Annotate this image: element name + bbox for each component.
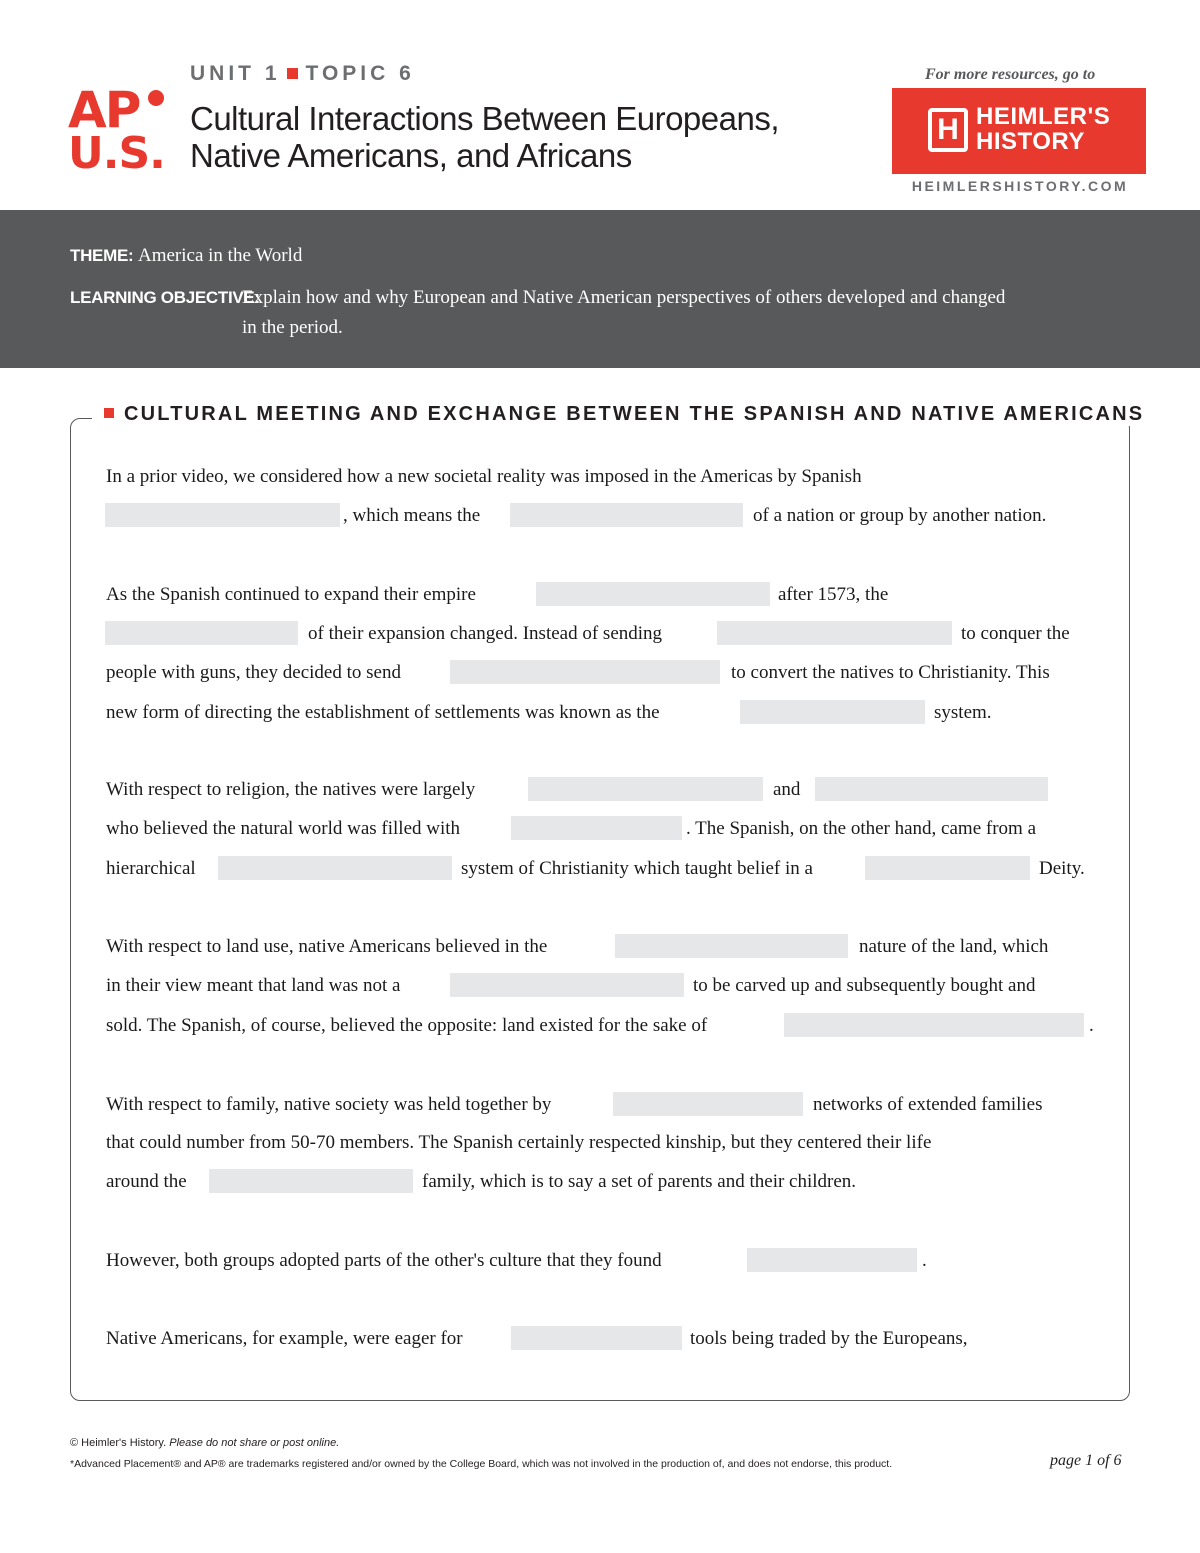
p4-text-1a: With respect to land use, native Americans believed in the [106, 936, 548, 957]
brand-line-2: HISTORY [976, 128, 1085, 155]
p4-text-1b: nature of the land, which [859, 936, 1049, 957]
blank-2[interactable] [510, 503, 743, 527]
blank-14[interactable] [450, 973, 684, 997]
unit-label: UNIT 1 [190, 62, 281, 85]
theme-value: America in the World [138, 245, 303, 266]
p1-text-2b: of a nation or group by another nation. [753, 505, 1047, 526]
blank-1[interactable] [105, 503, 340, 527]
site-link[interactable]: HEIMLERSHISTORY.COM [911, 178, 1129, 194]
blank-6[interactable] [450, 660, 720, 684]
section-heading [92, 403, 1158, 426]
page-title [190, 100, 850, 174]
p2-text-1a: As the Spanish continued to expand their empire [106, 584, 476, 605]
p4-text-3a: sold. The Spanish, of course, believed the opposite: land existed for the sake of [106, 1015, 708, 1036]
p5-text-1a: With respect to family, native society was held together by [106, 1094, 552, 1115]
p2-text-4b: system. [934, 702, 992, 723]
p3-text-1a: With respect to religion, the natives were largely [106, 779, 476, 800]
p2-text-2b: to conquer the [961, 623, 1070, 644]
square-bullet-icon [104, 408, 114, 418]
logo-ap-text: AP [68, 81, 140, 139]
logo-us-text: U.S. [68, 128, 165, 179]
heimler-h-icon: H [928, 108, 968, 152]
p2-text-2a: of their expansion changed. Instead of sending [308, 623, 663, 644]
blank-10[interactable] [511, 816, 682, 840]
blank-17[interactable] [209, 1169, 413, 1193]
blank-4[interactable] [105, 621, 298, 645]
p2-text-3b: to convert the natives to Christianity. This [731, 662, 1050, 683]
blank-7[interactable] [740, 700, 925, 724]
brand-line-1: HEIMLER'S [976, 103, 1111, 130]
objective-value [242, 283, 1142, 343]
p4-text-2a: in their view meant that land was not a [106, 975, 401, 996]
footer-copyright [70, 1437, 339, 1449]
blank-9[interactable] [815, 777, 1048, 801]
footer-trademark: *Advanced Placement® and AP® are trademarks registered and/or owned by the College Board, which was not involved in the production of, and does not endorse, this product. [70, 1458, 893, 1470]
p5-text-3a: around the [106, 1171, 187, 1192]
p2-text-4a: new form of directing the establishment of settlements was known as the [106, 702, 660, 723]
blank-12[interactable] [865, 856, 1030, 880]
title-line-2: Native Americans, and Africans [190, 137, 632, 174]
square-bullet-icon [287, 68, 298, 79]
page-number: page 1 of 6 [1050, 1452, 1122, 1469]
blank-3[interactable] [536, 582, 770, 606]
p3-text-1b: and [773, 779, 801, 800]
p5-text-2: that could number from 50-70 members. The Spanish certainly respected kinship, but they centered their life [106, 1132, 932, 1153]
p4-text-3b: . [1089, 1015, 1094, 1036]
p4-text-2b: to be carved up and subsequently bought and [693, 975, 1036, 996]
p6-text-1b: . [922, 1250, 927, 1271]
blank-5[interactable] [717, 621, 952, 645]
objective-line-2: in the period. [242, 317, 343, 338]
blank-8[interactable] [528, 777, 763, 801]
p3-text-2a: who believed the natural world was filled with [106, 818, 461, 839]
p3-text-2b: . The Spanish, on the other hand, came from a [686, 818, 1036, 839]
brand-name [976, 104, 1110, 154]
p6-text-1a: However, both groups adopted parts of the other's culture that they found [106, 1250, 662, 1271]
title-line-1: Cultural Interactions Between Europeans, [190, 100, 780, 137]
p1-text-2a: , which means the [343, 505, 481, 526]
blank-15[interactable] [784, 1013, 1084, 1037]
theme-band [0, 210, 1200, 368]
copyright-text: © Heimler's History. [70, 1437, 167, 1449]
p7-text-1b: tools being traded by the Europeans, [690, 1328, 968, 1349]
p3-text-3c: Deity. [1039, 858, 1085, 879]
heimlers-history-logo[interactable] [892, 88, 1146, 174]
p3-text-3a: hierarchical [106, 858, 196, 879]
blank-16[interactable] [613, 1092, 803, 1116]
p2-text-1b: after 1573, the [778, 584, 889, 605]
p1-line1: In a prior video, we considered how a new societal reality was imposed in the Americas by Spanish [106, 466, 862, 487]
share-notice: Please do not share or post online. [169, 1437, 340, 1449]
unit-topic-line [190, 62, 415, 86]
theme-label: THEME: [70, 246, 134, 265]
blank-19[interactable] [511, 1326, 682, 1350]
blank-18[interactable] [747, 1248, 917, 1272]
ap-us-logo [68, 81, 168, 183]
blank-13[interactable] [615, 934, 848, 958]
p5-text-1b: networks of extended families [813, 1094, 1043, 1115]
objective-label: LEARNING OBJECTIVE: [70, 288, 260, 307]
p5-text-3b: family, which is to say a set of parents and their children. [422, 1171, 857, 1192]
topic-label: TOPIC 6 [305, 62, 415, 85]
objective-line-1: Explain how and why European and Native American perspectives of others developed and changed [242, 287, 1006, 308]
p7-text-1a: Native Americans, for example, were eager for [106, 1328, 463, 1349]
p2-text-3a: people with guns, they decided to send [106, 662, 401, 683]
p3-text-3b: system of Christianity which taught belief in a [461, 858, 813, 879]
blank-11[interactable] [218, 856, 452, 880]
resources-note: For more resources, go to [925, 66, 1096, 83]
section-heading-text: CULTURAL MEETING AND EXCHANGE BETWEEN THE SPANISH AND NATIVE AMERICANS [124, 403, 1145, 425]
logo-dot-icon [148, 90, 164, 106]
